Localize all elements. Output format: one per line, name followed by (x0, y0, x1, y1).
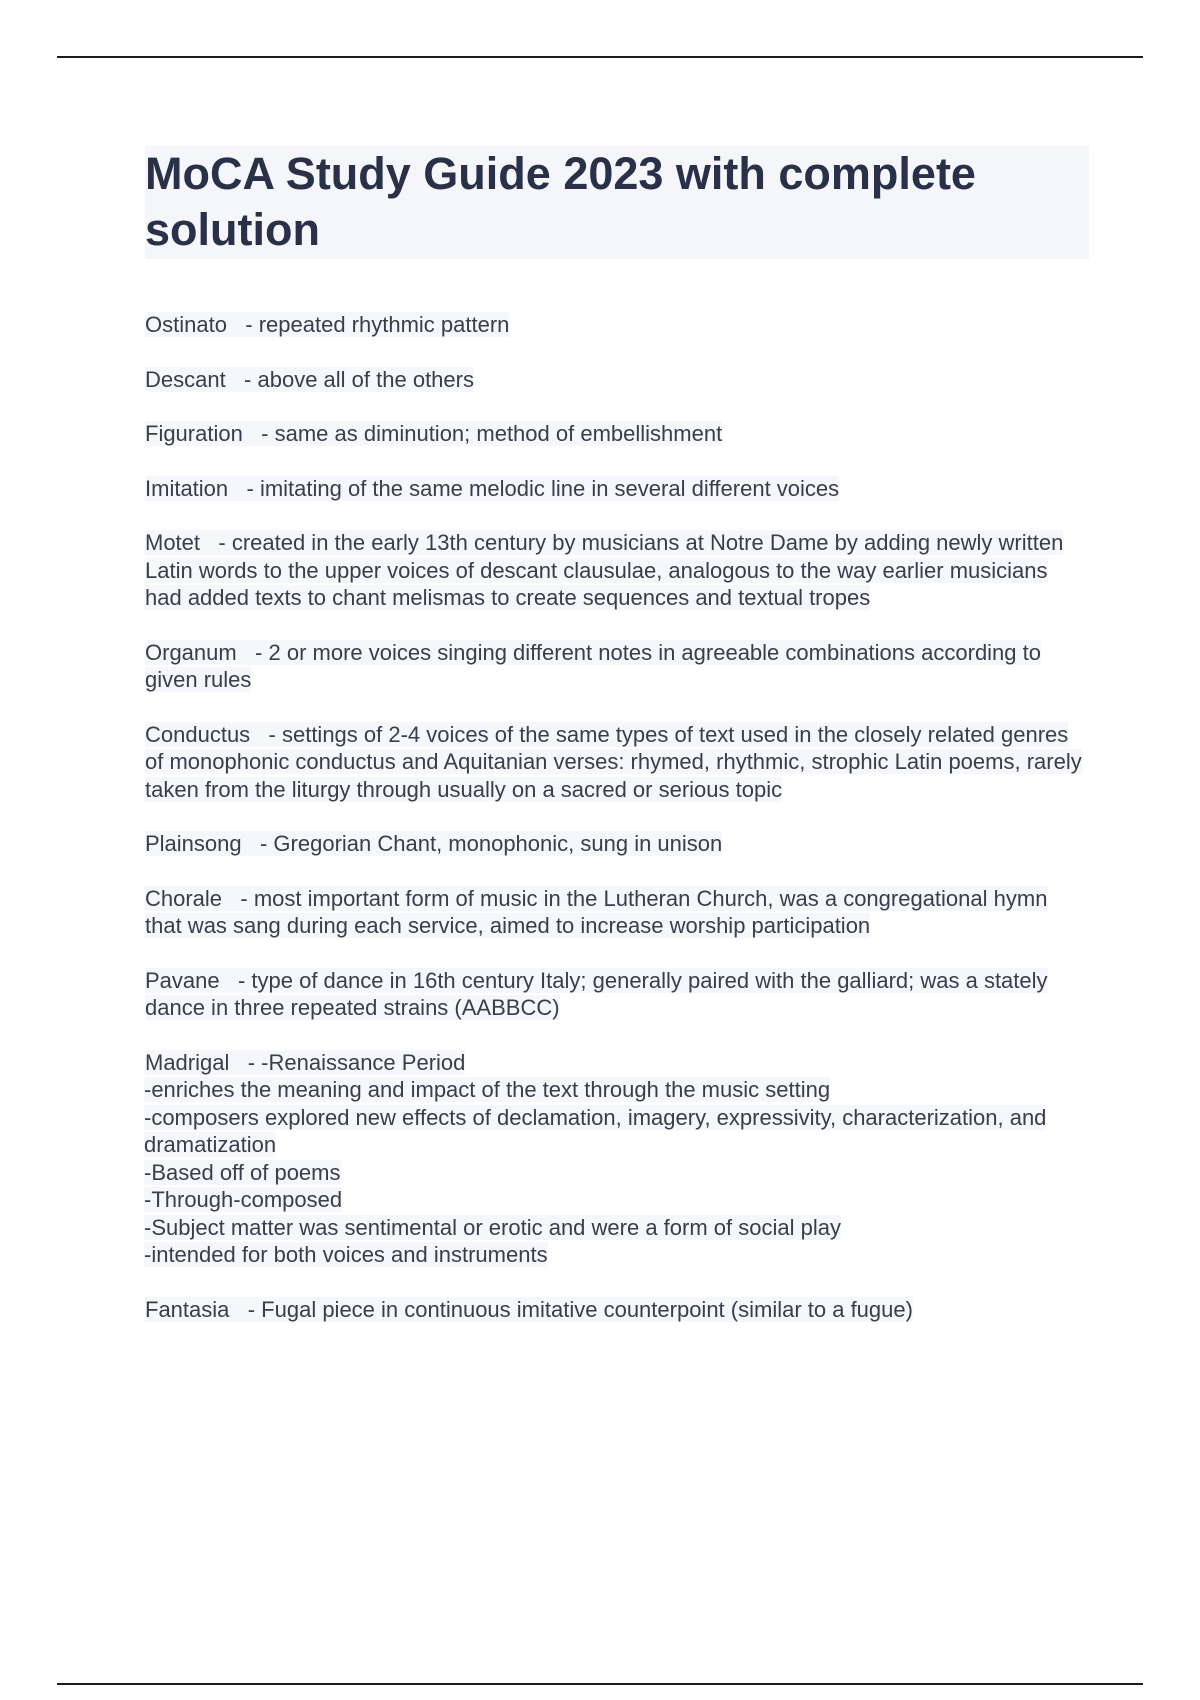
glossary-entry: Chorale - most important form of music in the Lutheran Church, was a congregational hymn that was sang during each service, aimed to increase worship participation (145, 885, 1048, 938)
entry-definition: above all of the others (257, 366, 474, 392)
entry-term: Conductus (145, 721, 251, 747)
entry-term: Ostinato (145, 312, 227, 337)
entry-term: Organum (145, 639, 237, 665)
glossary-entry: Imitation - imitating of the same melodic line in several different voices (145, 475, 840, 501)
entry-term: Descant (145, 366, 226, 392)
entry-definition: -Renaissance Period (261, 1049, 466, 1075)
entry-term: Chorale (145, 885, 223, 911)
glossary-entry: Madrigal - -Renaissance Period -enriches the meaning and impact of the text through the music setting -composers explored new effects of declamation, imagery, expressivity, characterization, and dramatization -Based off of poems -Through-composed -Subject matter was sentimental or erotic and were a form of social play -intended for both voices and instruments (144, 1049, 1047, 1267)
entry-definition: repeated rhythmic pattern (258, 312, 510, 337)
glossary-entry: Pavane - type of dance in 16th century Italy; generally paired with the galliard; was a stately dance in three repeated strains (AABBCC) (145, 967, 1048, 1020)
entry-term: Plainsong (145, 831, 242, 856)
glossary-entry: Fantasia - Fugal piece in continuous imitative counterpoint (similar to a fugue) (145, 1296, 913, 1322)
entry-definition: imitating of the same melodic line in several different voices (259, 475, 840, 501)
entry-detail-line: -composers explored new effects of declamation, imagery, expressivity, characterization, and dramatization (144, 1104, 1047, 1157)
entry-detail-line: -intended for both voices and instruments (144, 1242, 548, 1267)
glossary-entry: Descant - above all of the others (145, 366, 474, 392)
entry-definition: type of dance in 16th century Italy; generally paired with the galliard; was a stately dance in three repeated strains (AABBCC) (145, 967, 1048, 1020)
title-block (145, 146, 1089, 259)
entry-definition: Fugal piece in continuous imitative counterpoint (similar to a fugue) (261, 1296, 913, 1322)
entry-definition: most important form of music in the Lutheran Church, was a congregational hymn that was sang during each service, aimed to increase worship participation (145, 885, 1048, 938)
entry-term: Motet (145, 530, 201, 555)
glossary-list (145, 311, 1090, 1350)
glossary-entry: Conductus - settings of 2-4 voices of the same types of text used in the closely related genres of monophonic conductus and Aquitanian verses: rhymed, rhythmic, strophic Latin poems, rarely taken from the liturgy through usually on a sacred or serious topic (145, 721, 1082, 802)
entry-term: Figuration (145, 421, 243, 446)
entry-term: Imitation (145, 475, 229, 501)
top-rule (57, 56, 1143, 58)
glossary-entry: Organum - 2 or more voices singing different notes in agreeable combinations according to given rules (145, 639, 1041, 692)
glossary-entry: Ostinato - repeated rhythmic pattern (145, 312, 510, 337)
glossary-entry: Figuration - same as diminution; method of embellishment (145, 421, 723, 446)
entry-definition: created in the early 13th century by musicians at Notre Dame by adding newly written Latin words to the upper voices of descant clausulae, analogous to the way earlier musicians had added texts to chant melismas to create sequences and textual tropes (145, 530, 1064, 610)
entry-term: Madrigal (145, 1049, 230, 1075)
glossary-entry: Motet - created in the early 13th century by musicians at Notre Dame by adding newly written Latin words to the upper voices of descant clausulae, analogous to the way earlier musicians had added texts to chant melismas to create sequences and textual tropes (145, 530, 1064, 610)
glossary-entry: Plainsong - Gregorian Chant, monophonic, sung in unison (145, 831, 723, 856)
entry-term: Fantasia (145, 1296, 230, 1322)
document-title: MoCA Study Guide 2023 with complete solution (145, 148, 976, 255)
entry-detail-line: -Based off of poems (144, 1159, 341, 1185)
entry-term: Pavane (145, 967, 220, 993)
entry-definition: 2 or more voices singing different notes in agreeable combinations according to given rules (145, 639, 1041, 692)
entry-detail-line: -Through-composed (144, 1187, 343, 1212)
bottom-rule (57, 1683, 1143, 1685)
entry-definition: same as diminution; method of embellishment (274, 421, 723, 446)
entry-detail-line: -Subject matter was sentimental or erotic and were a form of social play (144, 1214, 841, 1240)
entry-detail-line: -enriches the meaning and impact of the text through the music setting (144, 1077, 831, 1102)
entry-definition: Gregorian Chant, monophonic, sung in unison (273, 831, 723, 856)
entry-definition: settings of 2-4 voices of the same types of text used in the closely related genres of monophonic conductus and Aquitanian verses: rhymed, rhythmic, strophic Latin poems, rarely taken from the liturgy through usually on a sacred or serious topic (145, 721, 1082, 802)
